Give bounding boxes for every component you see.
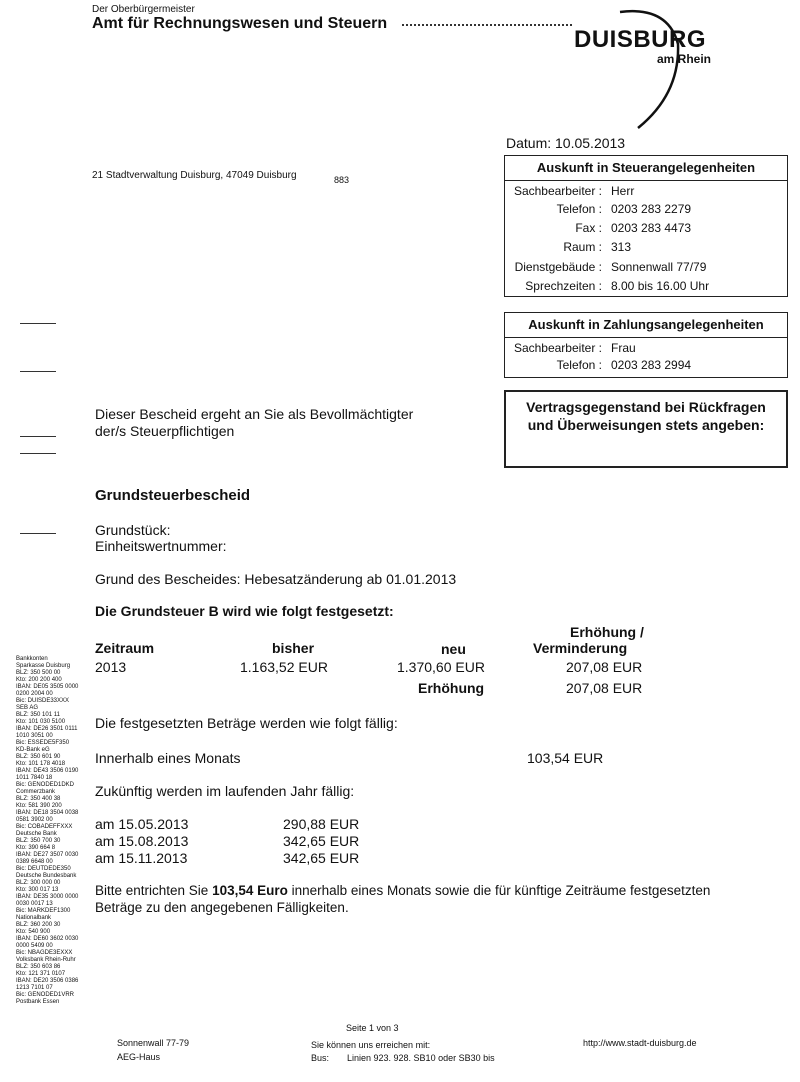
- due-value: 103,54 EUR: [527, 750, 604, 766]
- notice-line-2: der/s Steuerpflichtigen: [95, 423, 235, 439]
- col-new-header: neu: [441, 641, 466, 657]
- fold-mark: [20, 533, 56, 534]
- future-heading: Zukünftig werden im laufenden Jahr fällig:: [95, 783, 355, 799]
- tax-row-value: 8.00 bis 16.00 Uhr: [611, 279, 710, 293]
- tax-row-value: Sonnenwall 77/79: [611, 260, 707, 274]
- future-amount: 342,65 EUR: [283, 833, 360, 849]
- payment-info-title: Auskunft in Zahlungsangelegenheiten: [505, 313, 787, 338]
- row-new: 1.370,60 EUR: [397, 659, 485, 675]
- footer-bus-lines: Linien 923. 928. SB10 oder SB30 bis: [347, 1053, 495, 1063]
- tax-row-label: Telefon :: [556, 202, 602, 216]
- tax-row-value: 0203 283 4473: [611, 221, 692, 235]
- footer-bus-label: Bus:: [311, 1053, 330, 1063]
- due-heading: Die festgesetzten Beträge werden wie folgt fällig:: [95, 715, 398, 731]
- row-previous: 1.163,52 EUR: [240, 659, 328, 675]
- duisburg-logo: [570, 4, 800, 134]
- fold-mark: [20, 371, 56, 372]
- contract-line-2: und Überweisungen stets angeben:: [527, 417, 765, 433]
- payment-row-label: Telefon :: [556, 358, 602, 372]
- sum-value: 207,08 EUR: [566, 680, 643, 696]
- col-previous-header: bisher: [272, 640, 315, 656]
- tax-row-label: Raum :: [563, 240, 602, 254]
- notice-line-1: Dieser Bescheid ergeht an Sie als Bevollmächtigter: [95, 406, 414, 422]
- authority-line: Der Oberbürgermeister: [92, 4, 195, 15]
- footer-reach: Sie können uns erreichen mit:: [311, 1040, 431, 1050]
- future-amount: 342,65 EUR: [283, 850, 360, 866]
- logo-subtext: am Rhein: [657, 52, 712, 66]
- payment-row-value: 0203 283 2994: [611, 358, 692, 372]
- header-dotted-line: [402, 12, 572, 26]
- tax-row-label: Sprechzeiten :: [525, 279, 602, 293]
- col-change-header-2: Verminderung: [533, 640, 628, 656]
- future-date: am 15.08.2013: [95, 833, 189, 849]
- tax-row-label: Dienstgebäude :: [514, 260, 602, 274]
- due-label: Innerhalb eines Monats: [95, 750, 241, 766]
- page-number: Seite 1 von 3: [346, 1023, 399, 1033]
- sender-address: 21 Stadtverwaltung Duisburg, 47049 Duisburg: [92, 170, 297, 181]
- assessment-heading: Die Grundsteuer B wird wie folgt festgesetzt:: [95, 603, 394, 619]
- tax-row-label: Fax :: [575, 221, 602, 235]
- footer-address-2: AEG-Haus: [117, 1052, 161, 1062]
- tax-row-value: 313: [611, 240, 632, 254]
- col-period-header: Zeitraum: [95, 640, 155, 656]
- row-period: 2013: [95, 659, 127, 675]
- future-date: am 15.05.2013: [95, 816, 189, 832]
- future-date: am 15.11.2013: [95, 850, 188, 866]
- payment-row-label: Sachbearbeiter :: [513, 341, 602, 355]
- footer-address-1: Sonnenwall 77-79: [117, 1038, 190, 1048]
- document-date: Datum: 10.05.2013: [506, 135, 626, 151]
- tax-row-value: 0203 283 2279: [611, 202, 692, 216]
- tax-row-label: Sachbearbeiter :: [513, 184, 602, 198]
- col-change-header-1: Erhöhung /: [570, 624, 644, 640]
- unit-value-label: Einheitswertnummer:: [95, 538, 227, 554]
- row-change: 207,08 EUR: [566, 659, 643, 675]
- fold-mark: [20, 453, 56, 454]
- property-label: Grundstück:: [95, 522, 171, 538]
- contract-line-1: Vertragsgegenstand bei Rückfragen: [526, 399, 766, 415]
- reason-text: Grund des Bescheides: Hebesatzänderung ab 01.01.2013: [95, 571, 457, 587]
- closing-pre: Bitte entrichten Sie: [95, 883, 213, 898]
- bank-accounts: Bankkonten Sparkasse Duisburg BLZ: 350 500 00 Kto: 200 200 400 IBAN: DE05 3505 0000 0200 2004 00 Bic: DUISDE33XXX SEB AG BLZ: 350 101 11 Kto: 101 030 5100 IBAN: DE26 3501 0111 1010 3051 00 Bic: ESSEDE5F350 KD-Bank eG BLZ: 350 601 90 Kto: 101 178 4018 IBAN: DE43 3506 0190 1011 7840 18 Bic: GENODED1DKD Commerzbank BLZ: 350 400 38 Kto: 581 390 200 IBAN: DE18 3504 0038 0581 3902 00 Bic: COBADEFFXXX Deutsche Bank BLZ: 350 700 30 Kto: 390 664 8 IBAN: DE27 3507 0030 0389 6648 00 Bic: DEUTDEDE350 Deutsche Bundesbank BLZ: 300 000 00 Kto: 300 017 13 IBAN: DE35 3000 0000 0030 0017 13 Bic: MARKDEF1300 Nationalbank BLZ: 360 200 30 Kto: 540 900 IBAN: DE60 3602 0030 0000 5409 00 Bic: NBAGDE3EXXX Volksbank Rhein-Ruhr BLZ: 350 603 86 Kto: 121 371 0107 IBAN: DE20 3506 0386 1213 7101 07 Bic: GENODED1VRR Postbank Essen: [16, 656, 79, 1005]
- closing-line-1: [95, 883, 710, 898]
- fold-mark: [20, 436, 56, 437]
- closing-line-2: Beträge zu den angegebenen Fälligkeiten.: [95, 900, 349, 915]
- closing-post: innerhalb eines Monats sowie die für künftige Zeiträume festgesetzten: [287, 883, 711, 898]
- footer-website-link[interactable]: http://www.stadt-duisburg.de: [583, 1038, 697, 1048]
- sum-label: Erhöhung: [418, 680, 485, 696]
- future-amount: 290,88 EUR: [283, 816, 360, 832]
- payment-row-value: Frau: [611, 341, 636, 355]
- logo-text: DUISBURG: [574, 26, 707, 53]
- tax-info-title: Auskunft in Steuerangelegenheiten: [505, 156, 787, 181]
- logo-arc-icon: [570, 4, 800, 134]
- fold-mark: [20, 323, 56, 324]
- document-title: Grundsteuerbescheid: [95, 487, 251, 504]
- closing-amount: 103,54 Euro: [212, 883, 288, 898]
- tax-row-value: Herr: [611, 184, 635, 198]
- office-title: Amt für Rechnungswesen und Steuern: [92, 15, 388, 32]
- sender-code: 883: [334, 175, 350, 185]
